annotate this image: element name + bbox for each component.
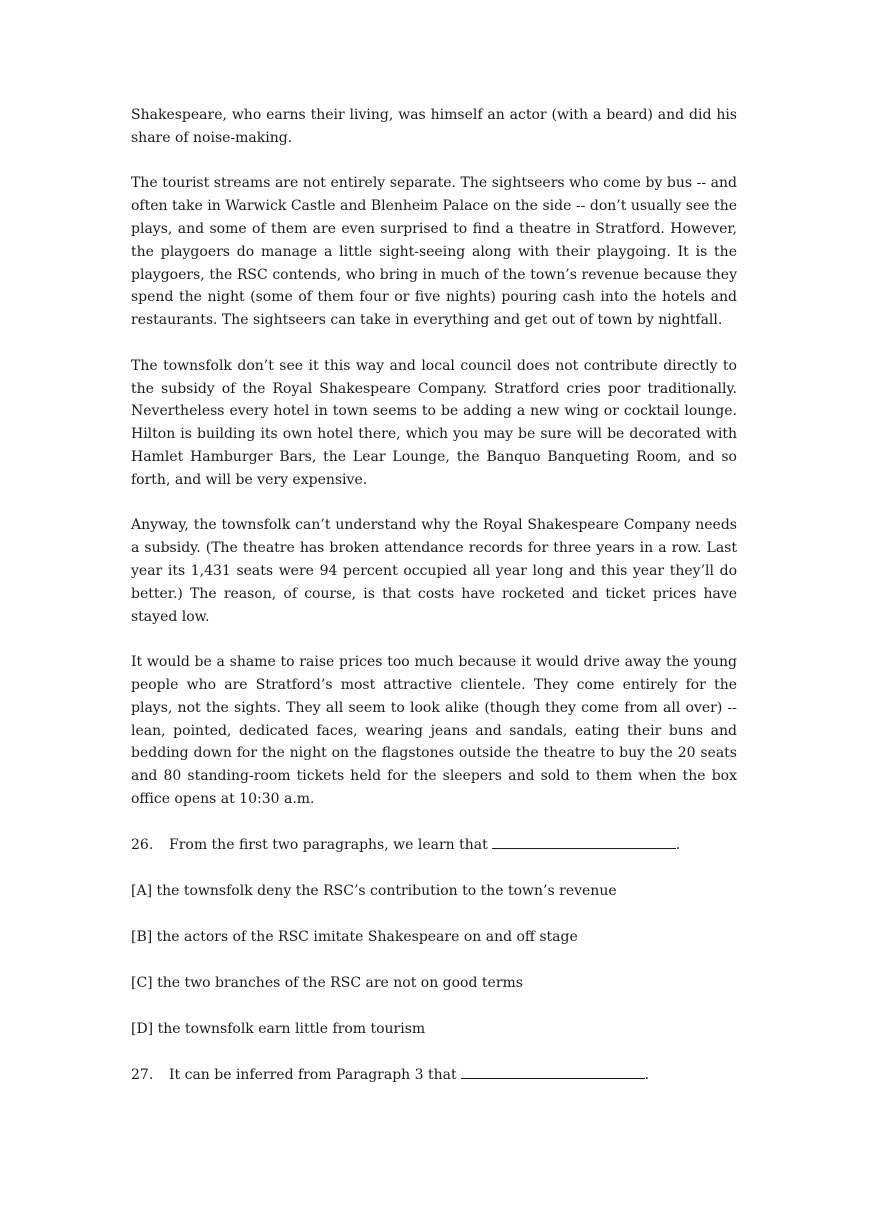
document-page [131,104,737,1111]
question-end: . [644,1067,650,1084]
option-d: [D] the townsfolk earn little from tourism [131,1021,426,1038]
question-27 [131,1064,737,1087]
question-end: . [675,836,681,853]
paragraph-5: It would be a shame to raise prices too much because it would drive away the young people who are Stratford’s most attractive clientele. They come entirely for the plays, not the sights. They all seem to look alike (though they come from all over) -- lean, pointed, dedicated faces, wearing jeans and sandals, eating their buns and bedding down for the night on the flagstones outside the theatre to buy the 20 seats and 80 standing-room tickets held for the sleepers and sold to them when the box office opens at 10:30 a.m. [131,654,737,807]
answer-blank [492,834,676,849]
option-b: [B] the actors of the RSC imitate Shakespeare on and off stage [131,928,578,945]
question-number: 26. [131,836,154,853]
paragraph-1: Shakespeare, who earns their living, was himself an actor (with a beard) and did his share of noise-making. [131,107,737,146]
paragraph-3: The townsfolk don’t see it this way and local council does not contribute directly to the subsidy of the Royal Shakespeare Company. Stratford cries poor traditionally. Nevertheless every hotel in town seems to be adding a new wing or cocktail lounge. Hilton is building its own hotel there, which you may be sure will be decorated with Hamlet Hamburger Bars, the Lear Lounge, the Banquo Banqueting Room, and so forth, and will be very expensive. [131,357,737,488]
question-stem: It can be inferred from Paragraph 3 that [169,1067,457,1084]
paragraph-2: The tourist streams are not entirely separate. The sightseers who come by bus -- and often take in Warwick Castle and Blenheim Palace on the side -- don’t usually see the plays, and some of them are even surprised to find a theatre in Stratford. However, the playgoers do manage a little sight-seeing along with their playgoing. It is the playgoers, the RSC contends, who bring in much of the town’s revenue because they spend the night (some of them four or five nights) pouring cash into the hotels and restaurants. The sightseers can take in everything and get out of town by nightfall. [131,175,737,329]
question-number: 27. [131,1067,154,1084]
answer-blank [461,1064,645,1079]
option-c: [C] the two branches of the RSC are not on good terms [131,975,523,992]
question-stem: From the first two paragraphs, we learn that [169,836,488,853]
option-a: [A] the townsfolk deny the RSC’s contribution to the town’s revenue [131,882,617,899]
paragraph-4: Anyway, the townsfolk can’t understand why the Royal Shakespeare Company needs a subsidy. (The theatre has broken attendance records for three years in a row. Last year its 1,431 seats were 94 percent occupied all year long and this year they’ll do better.) The reason, of course, is that costs have rocketed and ticket prices have stayed low. [131,517,737,625]
question-26 [131,834,737,857]
